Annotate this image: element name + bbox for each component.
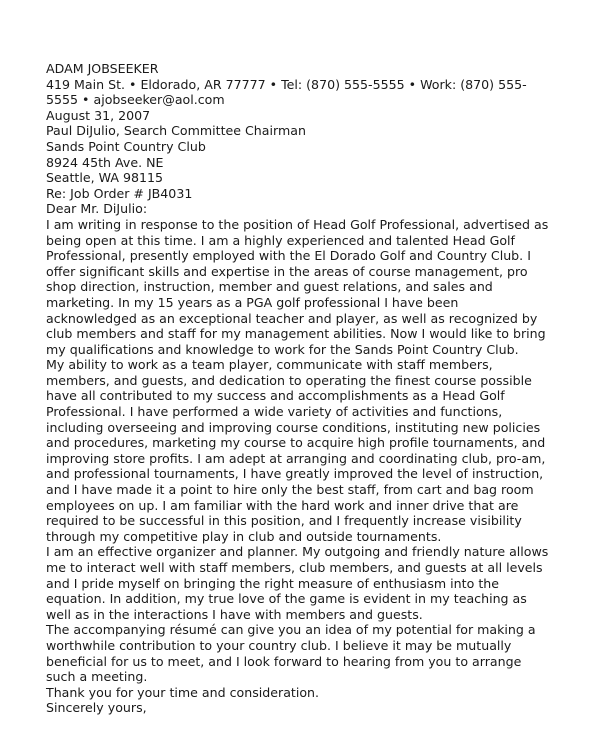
subject-line: Re: Job Order # JB4031 bbox=[46, 185, 193, 201]
thanks-line: Thank you for your time and consideration. bbox=[46, 684, 320, 700]
paragraph-line: and professional tournaments, I have greatly improved the level of instruction, bbox=[46, 466, 544, 482]
recipient-city-state-zip: Seattle, WA 98115 bbox=[46, 170, 164, 186]
paragraph-line: and procedures, marketing my course to acquire high profile tournaments, and bbox=[46, 435, 546, 451]
paragraph-line: including overseeing and improving course conditions, instituting new policies bbox=[46, 419, 541, 435]
paragraph-4 bbox=[46, 622, 561, 684]
paragraph-line: My ability to work as a team player, communicate with staff members, bbox=[46, 357, 493, 373]
paragraph-line: worthwhile contribution to your country club. I believe it may be mutually bbox=[46, 637, 512, 653]
paragraph-line: members, and guests, and dedication to operating the finest course possible bbox=[46, 372, 532, 388]
paragraph-line: acknowledged as an exceptional teacher and player, as well as recognized by bbox=[46, 310, 538, 326]
paragraph-line: employees on up. I am familiar with the hard work and inner drive that are bbox=[46, 497, 519, 513]
sender-name: ADAM JOBSEEKER bbox=[46, 61, 159, 76]
sender-contact-line-1: 419 Main St. • Eldorado, AR 77777 • Tel: (870) 555-5555 • Work: (870) 555- bbox=[46, 76, 527, 92]
paragraph-line: offer significant skills and expertise in the areas of course management, pro bbox=[46, 263, 528, 279]
paragraph-line: my qualifications and knowledge to work for the Sands Point Country Club. bbox=[46, 341, 519, 357]
paragraph-line: through my competitive play in club and outside tournaments. bbox=[46, 528, 442, 544]
cover-letter-body bbox=[46, 61, 561, 716]
paragraph-line: required to be successful in this position, and I frequently increase visibility bbox=[46, 513, 522, 529]
paragraph-2 bbox=[46, 357, 561, 544]
recipient-street: 8924 45th Ave. NE bbox=[46, 154, 164, 170]
paragraph-line: Professional. I have performed a wide variety of activities and functions, bbox=[46, 404, 503, 420]
paragraph-line: The accompanying résumé can give you an idea of my potential for making a bbox=[46, 622, 536, 638]
paragraph-line: and I pride myself on bringing the right measure of enthusiasm into the bbox=[46, 575, 499, 591]
paragraph-3 bbox=[46, 544, 561, 622]
paragraph-line: I am writing in response to the position of Head Golf Professional, advertised as bbox=[46, 216, 549, 232]
closing-line: Sincerely yours, bbox=[46, 700, 147, 716]
paragraph-1 bbox=[46, 217, 561, 357]
paragraph-line: shop direction, instruction, member and guest relations, and sales and bbox=[46, 279, 493, 295]
paragraph-line: me to interact well with staff members, club members, and guests at all levels bbox=[46, 560, 543, 575]
paragraph-line: club members and staff for my management abilities. Now I would like to bring bbox=[46, 326, 546, 342]
salutation: Dear Mr. DiJulio: bbox=[46, 201, 148, 217]
paragraph-line: improving store profits. I am adept at arranging and coordinating club, pro-am, bbox=[46, 450, 546, 466]
letter-date: August 31, 2007 bbox=[46, 107, 151, 123]
paragraph-line: I am an effective organizer and planner. My outgoing and friendly nature allows bbox=[46, 544, 549, 560]
sender-contact-line-2: 5555 • ajobseeker@aol.com bbox=[46, 92, 225, 108]
paragraph-line: Professional, presently employed with the El Dorado Golf and Country Club. I bbox=[46, 248, 531, 264]
paragraph-line: being open at this time. I am a highly experienced and talented Head Golf bbox=[46, 232, 515, 248]
paragraph-line: beneficial for us to meet, and I look forward to hearing from you to arrange bbox=[46, 653, 522, 669]
recipient-name-title: Paul DiJulio, Search Committee Chairman bbox=[46, 123, 306, 139]
paragraph-line: and I have made it a point to hire only the best staff, from cart and bag room bbox=[46, 482, 534, 498]
paragraph-line: marketing. In my 15 years as a PGA golf professional I have been bbox=[46, 294, 459, 310]
recipient-organization: Sands Point Country Club bbox=[46, 138, 206, 154]
paragraph-line: well as in the interactions I have with members and guests. bbox=[46, 606, 423, 622]
paragraph-line: such a meeting. bbox=[46, 669, 148, 685]
paragraph-line: equation. In addition, my true love of the game is evident in my teaching as bbox=[46, 591, 527, 607]
paragraph-line: have all contributed to my success and accomplishments as a Head Golf bbox=[46, 388, 505, 404]
